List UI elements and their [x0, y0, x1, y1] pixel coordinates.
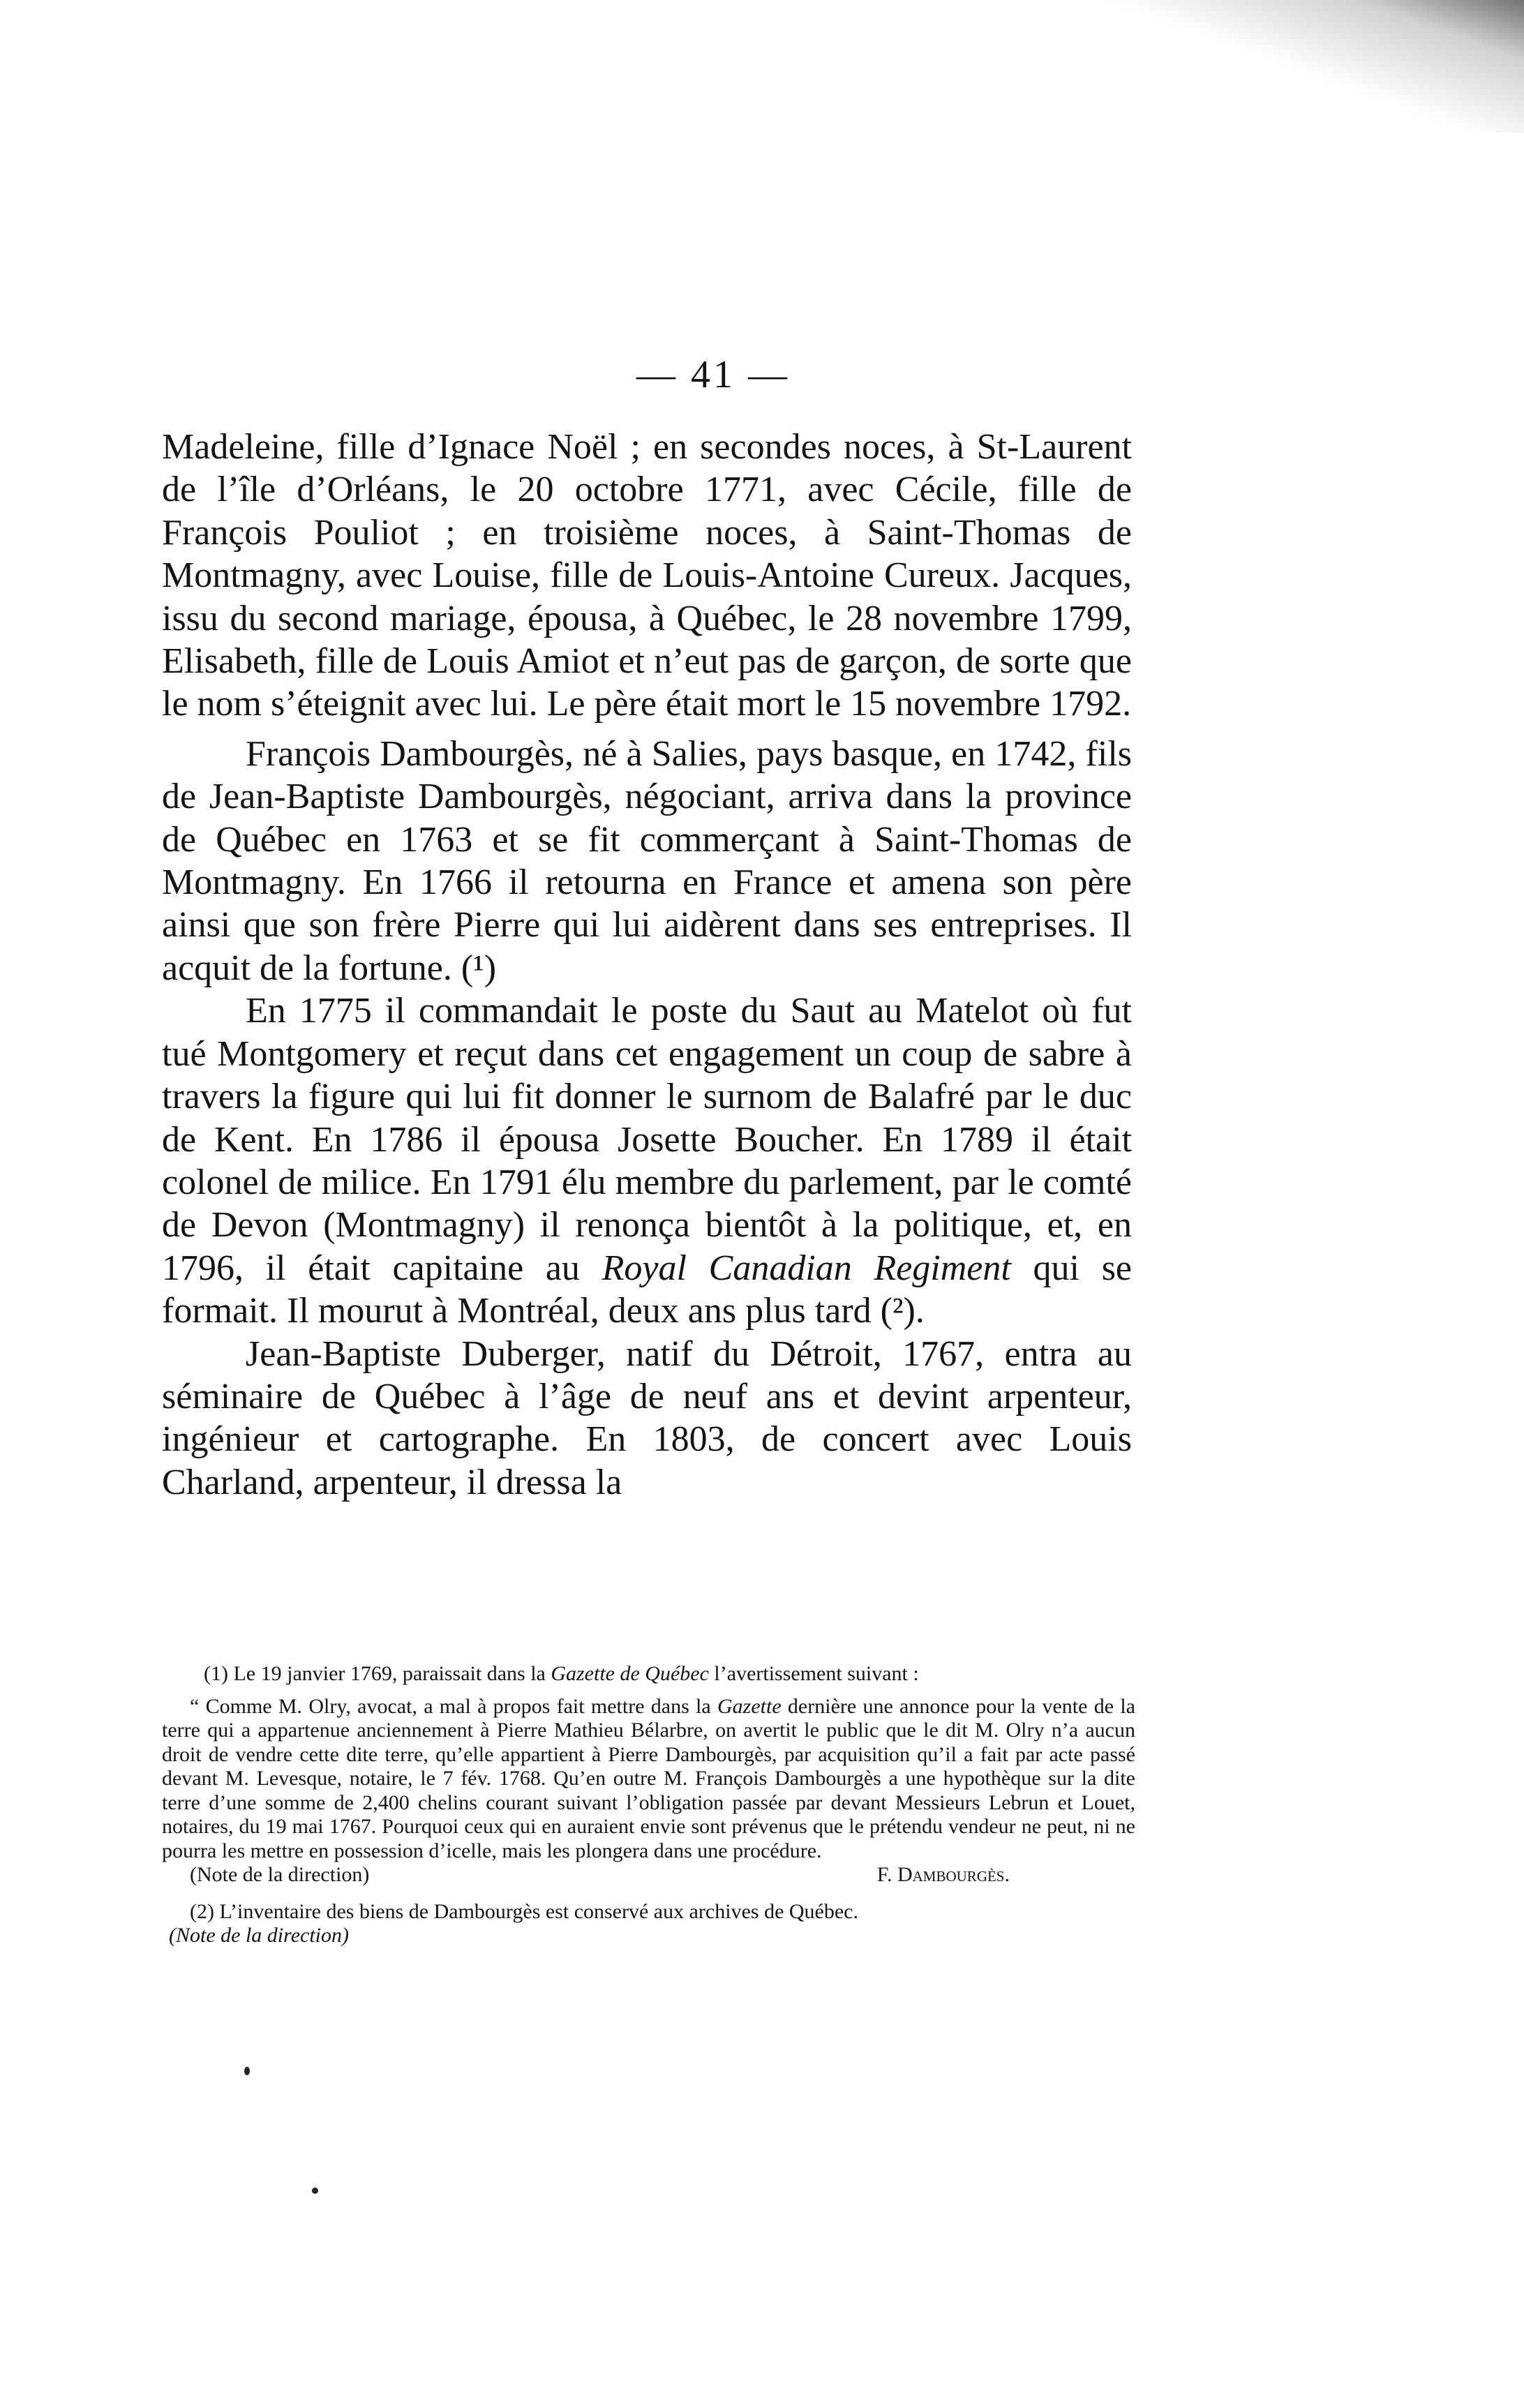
quote-end: dernière une annonce pour la vente de la terre qui a appartenue anciennement à Pierre Mathieu Bélarbre, on avertit le public que le dit M. Olry n’a aucun droit de vendre cette dite terre, qu’elle appartient à Pierre Dambourgès, par acquisition qu’il a fait par acte passé devant M. Levesque, notaire, le 7 fév. 1768. Qu’en outre M. François Dambourgès a une hypothèque sur la dite terre d’une somme de 2,400 chelins courant suivant l’obligation passée par devant Messieurs Lebrun et Louet, notaires, du 19 mai 1767. Pourquoi ceux qui en auraient envie sont prévenus que le prétendu vendeur ne peut, ni ne pourra les mettre en possession d’icelle, mais les plongera dans une procédure.	[162, 1694, 1135, 1862]
scan-shadow	[952, 0, 1524, 133]
paragraph-3-end: qui se formait. Il mourut à Montréal, deux ans plus tard (²).	[162, 1248, 1133, 1331]
paragraph-3	[162, 989, 1132, 1332]
regiment-name: Royal Canadian Regiment	[602, 1248, 1011, 1288]
speck-mark	[244, 2067, 250, 2075]
page-number: — 41 —	[636, 353, 790, 396]
signature-line	[162, 1863, 1135, 1887]
note-direction-2: (Note de la direction)	[169, 1924, 349, 1947]
paragraph-1: Madeleine, fille d’Ignace Noël ; en secondes noces, à St-Laurent de l’île d’Orléans, le 20 octobre 1771, avec Cécile, fille de François Pouliot ; en troisième noces, à Saint-Thomas de Montmagny, avec Louise, fille de Louis-Antoine Cureux. Jacques, issu du second mariage, épousa, à Québec, le 28 novembre 1799, Elisabeth, fille de Louis Amiot et n’eut pas de garçon, de sorte que le nom s’éteignit avec lui. Le père était mort le 15 novembre 1792.	[162, 427, 1132, 724]
footnote-1	[162, 1662, 1135, 1687]
note-direction-1: (Note de la direction)	[190, 1863, 370, 1886]
paragraph-4: Jean-Baptiste Duberger, natif du Détroit, 1767, entra au séminaire de Québec à l’âge de neuf ans et devint arpenteur, ingénieur et cartographe. En 1803, de concert avec Louis Charland, arpenteur, il dressa la	[162, 1333, 1132, 1502]
footnote-2: (2) L’inventaire des biens de Dambourgès est conservé aux archives de Québec.	[190, 1899, 858, 1923]
paragraph-3-start: En 1775 il commandait le poste du Saut au Matelot où fut tué Montgomery et reçut dans cet engagement un coup de sabre à travers la figure qui lui fit donner le surnom de Balafré par le duc de Kent. En 1786 il épousa Josette Boucher. En 1789 il était colonel de milice. En 1791 élu membre du parlement, par le comté de Devon (Montmagny) il renonça bientôt à la politique, et, en 1796, il était capitaine au	[162, 991, 1132, 1288]
footnote-1-start: (1) Le 19 janvier 1769, paraissait dans la	[204, 1662, 546, 1685]
paragraph-2: François Dambourgès, né à Salies, pays basque, en 1742, fils de Jean-Baptiste Dambourgès, négociant, arriva dans la province de Québec en 1763 et se fit commerçant à Saint-Thomas de Montmagny. En 1766 il retourna en France et amena son père ainsi que son frère Pierre qui lui aidèrent dans ses entreprises. Il acquit de la fortune. (¹)	[162, 733, 1132, 988]
footnote-1-quote	[162, 1695, 1135, 1864]
signature: F. Dambourgès.	[876, 1863, 1010, 1886]
footnote-1-end: l’avertissement suivant :	[714, 1662, 919, 1685]
footnotes	[162, 1662, 1135, 1948]
gazette-title: Gazette de Québec	[551, 1662, 709, 1685]
speck-mark	[312, 2188, 318, 2194]
quote-gazette: Gazette	[717, 1694, 782, 1718]
body-text	[162, 426, 1132, 1504]
quote-start: “ Comme M. Olry, avocat, a mal à propos fait mettre dans la	[190, 1694, 711, 1718]
